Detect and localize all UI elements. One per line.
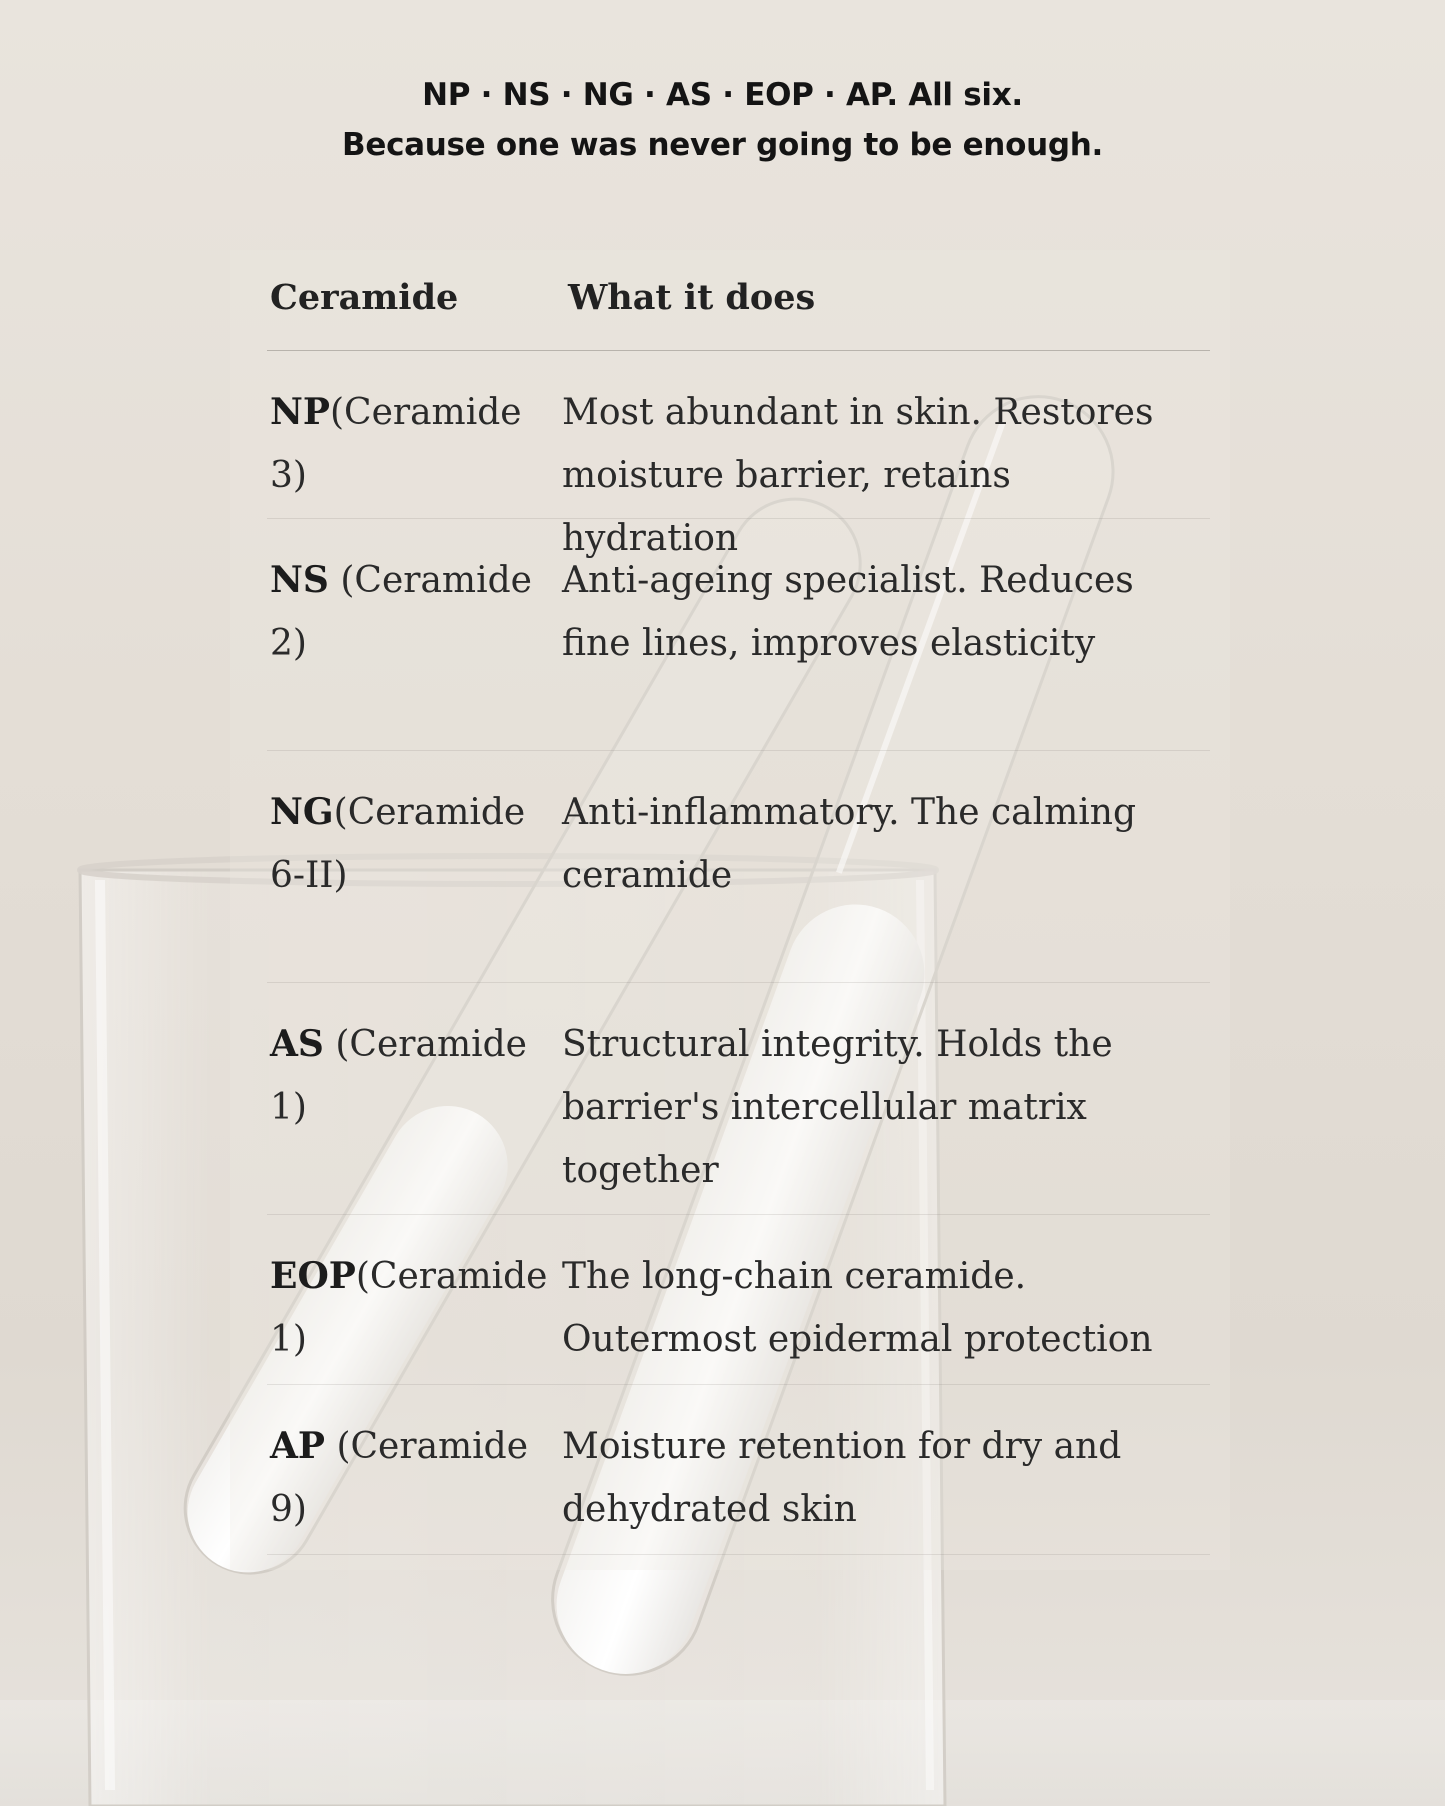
ceramide-description: Moisture retention for dry and dehydrated skin [562,1426,1122,1530]
ceramide-alias: (Ceramide 9) [270,1426,529,1530]
ceramide-name-cell [267,781,562,907]
ceramide-description: The long-chain ceramide. Outermost epidermal protection [562,1256,1153,1360]
ceramide-table [267,262,1210,1555]
headline-line-1: NP · NS · NG · AS · EOP · AP. All six. [422,77,1023,113]
ceramide-description: Anti-ageing specialist. Reduces fine lines, improves elasticity [562,560,1134,664]
ceramide-code: AS [270,1023,324,1065]
ceramide-alias: (Ceramide 1) [270,1256,548,1360]
table-row [267,983,1210,1215]
ceramide-alias: (Ceramide 6-II) [270,792,526,896]
ceramide-code: EOP [270,1255,356,1297]
ceramide-code: AP [270,1425,326,1467]
table-row [267,351,1210,559]
ceramide-code: NP [270,391,330,433]
ceramide-alias: (Ceramide 3) [270,392,522,496]
ceramide-name-cell [267,1013,562,1139]
ceramide-name-cell [267,1245,562,1371]
ceramide-name-cell [267,549,562,675]
ceramide-name-cell [267,381,562,507]
ceramide-code: NG [270,791,334,833]
ceramide-name-cell [267,1415,562,1541]
table-header [267,262,1210,351]
ceramide-alias: (Ceramide 1) [270,1024,527,1128]
ceramide-description: Anti-inflammatory. The calming ceramide [562,792,1136,896]
ceramide-alias: (Ceramide 2) [270,560,532,664]
table-row [267,751,1210,983]
table-row [267,1215,1210,1385]
headline-line-2: Because one was never going to be enough. [342,127,1103,163]
headline [0,70,1445,170]
table-row [267,1385,1210,1555]
header-what-it-does: What it does [568,277,816,318]
table-row [267,519,1210,751]
ceramide-description: Most abundant in skin. Restores moisture barrier, retains hydration [562,392,1154,559]
ceramide-code: NS [270,559,329,601]
header-ceramide: Ceramide [270,277,459,318]
ceramide-description: Structural integrity. Holds the barrier's intercellular matrix together [562,1024,1113,1191]
